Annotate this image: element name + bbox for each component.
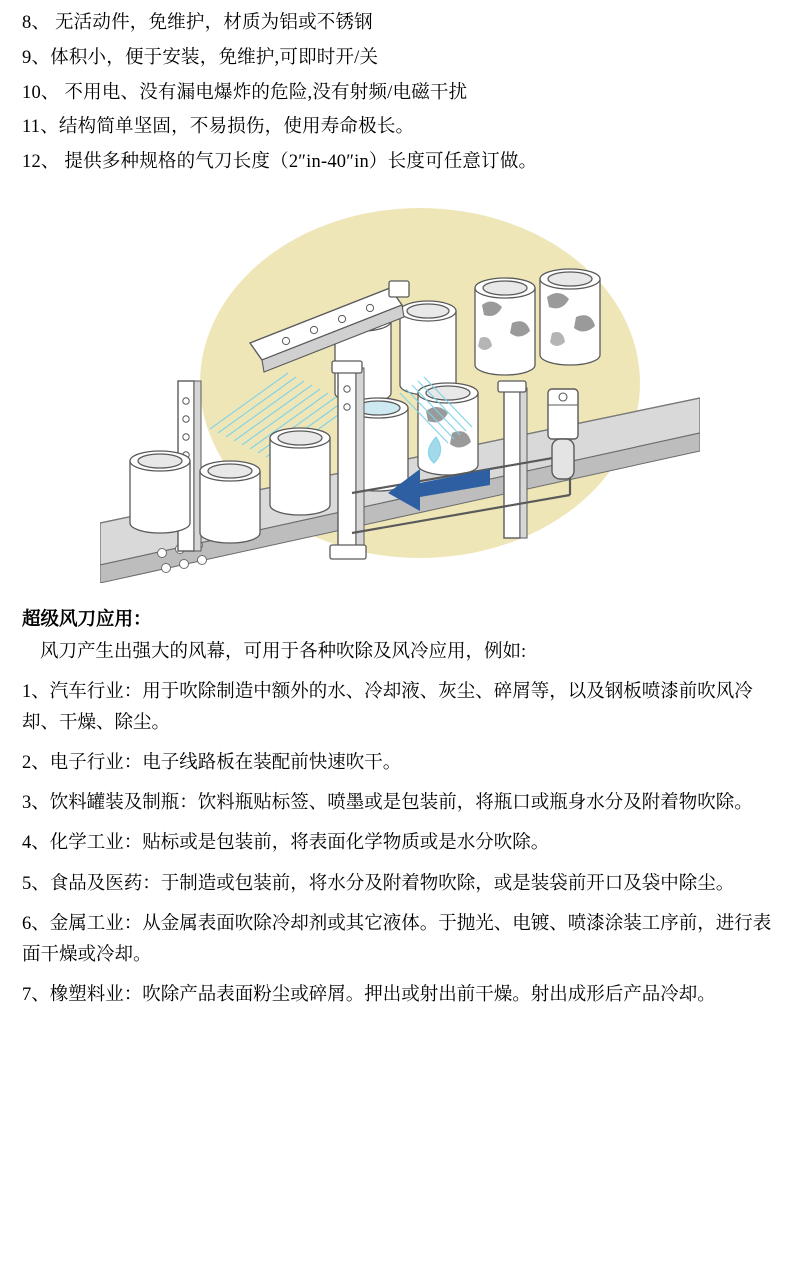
- application-item: 2、电子行业：电子线路板在装配前快速吹干。: [22, 753, 402, 774]
- list-item: 12、 提供多种规格的气刀长度（2″in-40″in）长度可任意订做。: [22, 152, 538, 173]
- list-item: 9、体积小，便于安装，免维护,可即时开/关: [22, 47, 379, 68]
- application-item: 7、橡塑料业：吹除产品表面粉尘或碎屑。押出或射出前干燥。射出成形后产品冷却。: [22, 984, 716, 1005]
- can-spotted: [418, 383, 478, 475]
- applications-list: [22, 677, 778, 1011]
- application-item: 6、金属工业：从金属表面吹除冷却剂或其它液体。于抛光、电镀、喷漆涂装工序前，进行表面干燥或冷却。: [22, 913, 772, 965]
- can: [130, 451, 190, 533]
- application-item: 3、饮料罐装及制瓶：饮料瓶贴标签、喷墨或是包装前，将瓶口或瓶身水分及附着物吹除。: [22, 793, 753, 814]
- list-item: 11、结构简单坚固，不易损伤，使用寿命极长。: [22, 117, 415, 138]
- air-knife-illustration: [100, 193, 700, 583]
- can: [200, 461, 260, 543]
- filter-regulator-unit: [548, 389, 578, 479]
- application-item: 1、汽车行业：用于吹除制造中额外的水、冷却液、灰尘、碎屑等，以及钢板喷漆前吹风冷却、干燥、除尘。: [22, 682, 753, 734]
- list-item: 8、 无活动件，免维护，材质为铝或不锈钢: [22, 13, 373, 33]
- top-feature-list: [22, 8, 778, 179]
- section-heading: 超级风刀应用：: [22, 610, 152, 631]
- can-spotted: [540, 269, 600, 365]
- application-item: 5、食品及医药：于制造或包装前，将水分及附着物吹除，或是装袋前开口及袋中除尘。: [22, 873, 735, 894]
- figure-container: [22, 193, 778, 583]
- application-item: 4、化学工业：贴标或是包装前，将表面化学物质或是水分吹除。: [22, 833, 550, 854]
- list-item: 10、 不用电、没有漏电爆炸的危险,没有射频/电磁干扰: [22, 82, 468, 103]
- intro-paragraph: 风刀产生出强大的风幕，可用于各种吹除及风冷应用，例如:: [40, 642, 527, 663]
- can: [270, 428, 330, 515]
- can-spotted: [475, 278, 535, 375]
